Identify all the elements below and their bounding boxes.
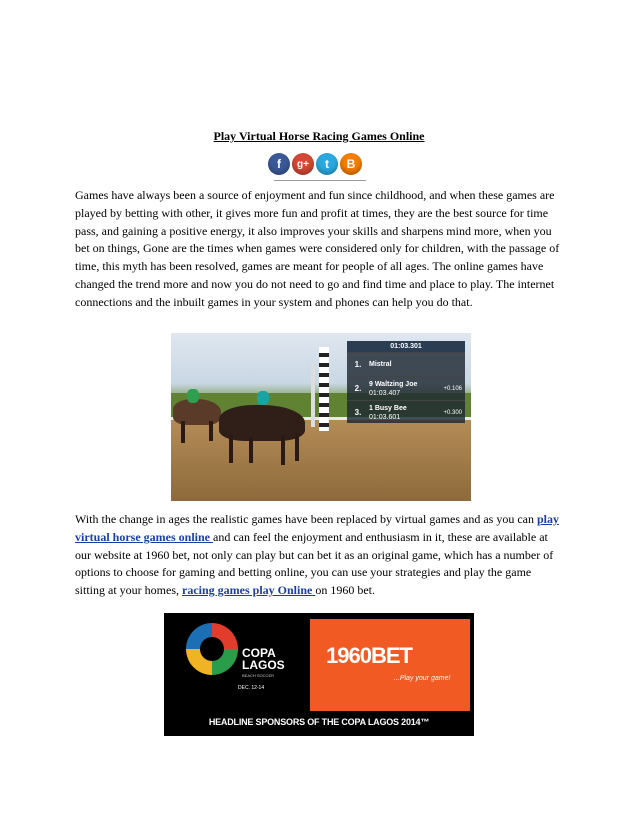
leaderboard-row: 1. Mistral — [347, 352, 465, 376]
racing-games-link[interactable]: racing games play Online — [182, 583, 316, 598]
sponsor-banner-image — [164, 613, 474, 736]
google-plus-icon[interactable]: g+ — [292, 153, 314, 175]
blogger-icon[interactable]: B — [340, 153, 362, 175]
1960bet-logo: 1960BET ...Play your game! — [310, 619, 470, 711]
social-share-bar — [268, 153, 368, 177]
race-timer: 01:03.301 — [347, 341, 465, 352]
horse-racing-image — [171, 333, 471, 501]
race-leaderboard — [347, 341, 465, 423]
banner-headline: HEADLINE SPONSORS OF THE COPA LAGOS 2014™ — [208, 717, 430, 727]
leaderboard-row: 2. 9 Waltzing Joe 01:03.407 +0.106 — [347, 376, 465, 400]
facebook-icon[interactable]: f — [268, 153, 290, 175]
twitter-icon[interactable]: t — [316, 153, 338, 175]
intro-paragraph: Games have always been a source of enjoyment and fun since childhood, and when these games are played by betting with other, it gives more fun and profit at times, they are the best source for time pass, and gaining a positive energy, it also improves your skills and sharpens mind more, when you bet on things, Gone are the times when games were considered only for children, with the passage of time, this myth has been resolved, games are meant for people of all ages. The online games have changed the trend more and now you do not need to go and find time and place to play. The internet connections and the inbuilt games in your system and phones can help you do that. — [75, 188, 560, 309]
page-title: Play Virtual Horse Racing Games Online — [213, 129, 425, 143]
leaderboard-row: 3. 1 Busy Bee 01:03.601 +0.300 — [347, 400, 465, 424]
copa-lagos-logo: COPA LAGOS BEACH SOCCER DEC. 12-14 — [168, 619, 308, 717]
second-paragraph: With the change in ages the realistic games have been replaced by virtual games and as you can play virtual horse games online and can feel the enjoyment and enthusiasm in it, these are available at our website at 1960 bet, not only can play but can bet it as an original game, which has a number of options to choose for gaming and betting online, you can use your strategies and play the game sitting at your homes, racing games play Online on 1960 bet. — [75, 512, 560, 598]
virtual-horse-games-link[interactable]: play virtual horse games online — [75, 512, 560, 544]
divider — [274, 180, 366, 181]
